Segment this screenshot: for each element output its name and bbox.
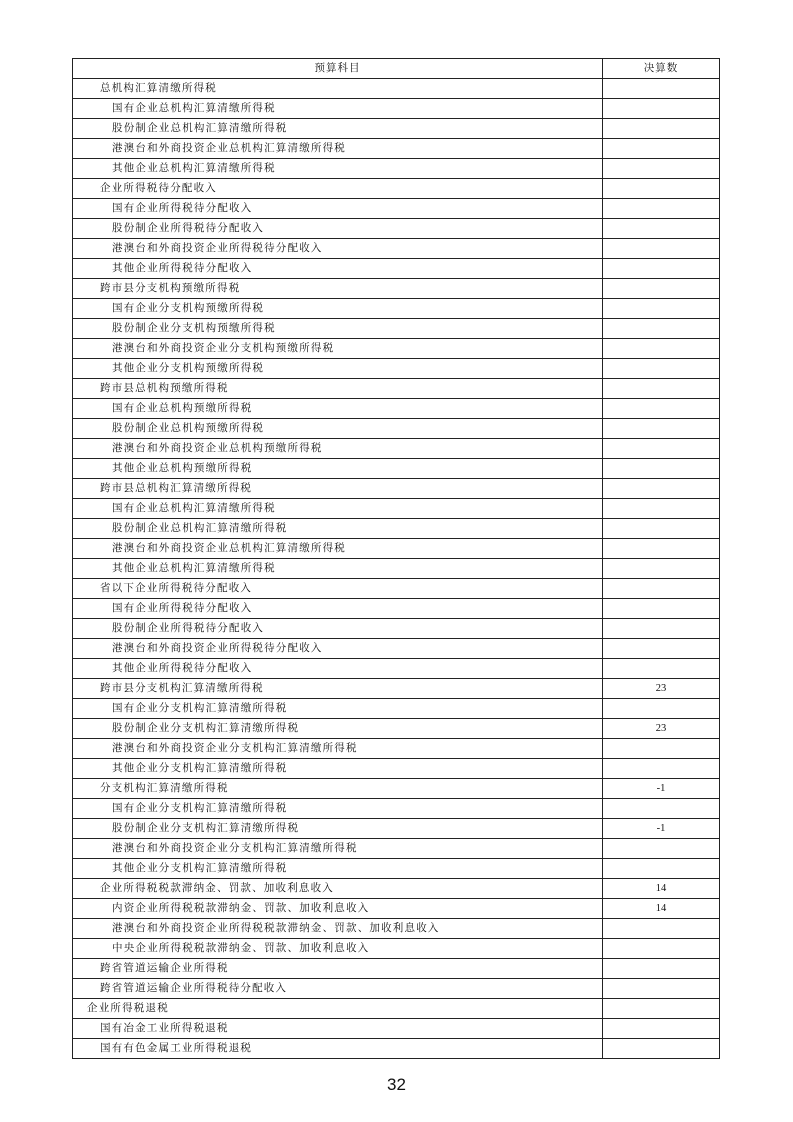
budget-item-name: 股份制企业分支机构汇算清缴所得税 <box>73 819 603 839</box>
final-amount-cell: 23 <box>603 719 720 739</box>
final-amount-cell <box>603 859 720 879</box>
table-row <box>73 559 720 579</box>
budget-item-name: 港澳台和外商投资企业分支机构汇算清缴所得税 <box>73 739 603 759</box>
budget-item-name: 港澳台和外商投资企业总机构预缴所得税 <box>73 439 603 459</box>
budget-item-name: 其他企业分支机构预缴所得税 <box>73 359 603 379</box>
table-row <box>73 779 720 799</box>
budget-item-name: 国有企业所得税待分配收入 <box>73 199 603 219</box>
table-row <box>73 199 720 219</box>
budget-item-name: 股份制企业所得税待分配收入 <box>73 619 603 639</box>
final-amount-cell <box>603 159 720 179</box>
final-amount-cell <box>603 599 720 619</box>
final-amount-cell <box>603 459 720 479</box>
final-amount-cell <box>603 639 720 659</box>
table-row <box>73 879 720 899</box>
table-row <box>73 159 720 179</box>
budget-item-name: 其他企业分支机构汇算清缴所得税 <box>73 759 603 779</box>
budget-item-name: 其他企业总机构预缴所得税 <box>73 459 603 479</box>
table-row <box>73 719 720 739</box>
budget-item-name: 港澳台和外商投资企业所得税待分配收入 <box>73 239 603 259</box>
budget-item-name: 其他企业总机构汇算清缴所得税 <box>73 159 603 179</box>
budget-item-name: 省以下企业所得税待分配收入 <box>73 579 603 599</box>
table-row <box>73 539 720 559</box>
budget-item-name: 港澳台和外商投资企业总机构汇算清缴所得税 <box>73 539 603 559</box>
final-amount-cell <box>603 79 720 99</box>
final-amount-cell <box>603 979 720 999</box>
budget-item-name: 企业所得税待分配收入 <box>73 179 603 199</box>
final-amount-cell <box>603 259 720 279</box>
budget-item-name: 跨市县分支机构预缴所得税 <box>73 279 603 299</box>
table-header-row <box>73 59 720 79</box>
table-row <box>73 279 720 299</box>
table-row <box>73 479 720 499</box>
table-row <box>73 859 720 879</box>
final-amount-cell: -1 <box>603 819 720 839</box>
budget-item-name: 股份制企业分支机构汇算清缴所得税 <box>73 719 603 739</box>
final-amount-cell <box>603 299 720 319</box>
budget-item-name: 国有企业分支机构汇算清缴所得税 <box>73 699 603 719</box>
final-amount-cell <box>603 499 720 519</box>
table-row <box>73 839 720 859</box>
table-row <box>73 959 720 979</box>
table-row <box>73 619 720 639</box>
budget-item-name: 股份制企业总机构汇算清缴所得税 <box>73 519 603 539</box>
final-amount-cell <box>603 339 720 359</box>
final-amount-cell: -1 <box>603 779 720 799</box>
table-row <box>73 439 720 459</box>
final-amount-cell <box>603 839 720 859</box>
final-amount-cell <box>603 999 720 1019</box>
final-amount-cell <box>603 379 720 399</box>
budget-item-name: 股份制企业总机构预缴所得税 <box>73 419 603 439</box>
table-row <box>73 639 720 659</box>
table-row <box>73 939 720 959</box>
budget-item-name: 国有企业分支机构汇算清缴所得税 <box>73 799 603 819</box>
table-row <box>73 1039 720 1059</box>
budget-item-name: 国有企业总机构预缴所得税 <box>73 399 603 419</box>
budget-item-name: 分支机构汇算清缴所得税 <box>73 779 603 799</box>
table-row <box>73 99 720 119</box>
final-amount-cell <box>603 539 720 559</box>
final-amount-cell <box>603 199 720 219</box>
budget-table <box>72 58 720 1059</box>
final-amount-cell <box>603 939 720 959</box>
final-amount-cell <box>603 439 720 459</box>
table-row <box>73 499 720 519</box>
table-row <box>73 79 720 99</box>
header-budget-item: 预算科目 <box>73 59 603 79</box>
budget-item-name: 内资企业所得税税款滞纳金、罚款、加收利息收入 <box>73 899 603 919</box>
table-row <box>73 179 720 199</box>
table-row <box>73 979 720 999</box>
table-row <box>73 699 720 719</box>
budget-item-name: 港澳台和外商投资企业总机构汇算清缴所得税 <box>73 139 603 159</box>
budget-item-name: 总机构汇算清缴所得税 <box>73 79 603 99</box>
table-row <box>73 399 720 419</box>
budget-item-name: 港澳台和外商投资企业分支机构汇算清缴所得税 <box>73 839 603 859</box>
table-row <box>73 899 720 919</box>
final-amount-cell <box>603 419 720 439</box>
final-amount-cell <box>603 119 720 139</box>
budget-item-name: 港澳台和外商投资企业所得税税款滞纳金、罚款、加收利息收入 <box>73 919 603 939</box>
budget-item-name: 跨市县总机构预缴所得税 <box>73 379 603 399</box>
final-amount-cell: 23 <box>603 679 720 699</box>
table-row <box>73 739 720 759</box>
table-row <box>73 219 720 239</box>
table-row <box>73 799 720 819</box>
budget-item-name: 跨市县分支机构汇算清缴所得税 <box>73 679 603 699</box>
final-amount-cell <box>603 619 720 639</box>
final-amount-cell <box>603 279 720 299</box>
final-amount-cell <box>603 579 720 599</box>
budget-item-name: 国有企业总机构汇算清缴所得税 <box>73 499 603 519</box>
final-amount-cell <box>603 919 720 939</box>
table-row <box>73 299 720 319</box>
budget-item-name: 股份制企业总机构汇算清缴所得税 <box>73 119 603 139</box>
budget-item-name: 国有冶金工业所得税退税 <box>73 1019 603 1039</box>
budget-item-name: 国有企业分支机构预缴所得税 <box>73 299 603 319</box>
page-number: 32 <box>387 1075 406 1094</box>
table-row <box>73 599 720 619</box>
budget-item-name: 国有有色金属工业所得税退税 <box>73 1039 603 1059</box>
final-amount-cell <box>603 1019 720 1039</box>
table-row <box>73 919 720 939</box>
budget-item-name: 其他企业总机构汇算清缴所得税 <box>73 559 603 579</box>
budget-item-name: 其他企业分支机构汇算清缴所得税 <box>73 859 603 879</box>
table-row <box>73 459 720 479</box>
table-row <box>73 259 720 279</box>
budget-item-name: 港澳台和外商投资企业所得税待分配收入 <box>73 639 603 659</box>
final-amount-cell <box>603 359 720 379</box>
final-amount-cell <box>603 179 720 199</box>
budget-item-name: 企业所得税税款滞纳金、罚款、加收利息收入 <box>73 879 603 899</box>
budget-item-name: 国有企业所得税待分配收入 <box>73 599 603 619</box>
final-amount-cell <box>603 1039 720 1059</box>
budget-item-name: 企业所得税退税 <box>73 999 603 1019</box>
final-amount-cell <box>603 519 720 539</box>
table-row <box>73 339 720 359</box>
table-row <box>73 999 720 1019</box>
table-row <box>73 659 720 679</box>
table-row <box>73 239 720 259</box>
final-amount-cell <box>603 799 720 819</box>
final-amount-cell <box>603 319 720 339</box>
table-row <box>73 679 720 699</box>
table-row <box>73 379 720 399</box>
budget-item-name: 股份制企业所得税待分配收入 <box>73 219 603 239</box>
final-amount-cell <box>603 959 720 979</box>
final-amount-cell: 14 <box>603 879 720 899</box>
final-amount-cell <box>603 139 720 159</box>
table-row <box>73 359 720 379</box>
final-amount-cell <box>603 219 720 239</box>
final-amount-cell <box>603 739 720 759</box>
budget-item-name: 港澳台和外商投资企业分支机构预缴所得税 <box>73 339 603 359</box>
table-row <box>73 579 720 599</box>
final-amount-cell <box>603 479 720 499</box>
table-row <box>73 419 720 439</box>
table-body <box>73 79 720 1059</box>
table-row <box>73 319 720 339</box>
table-row <box>73 759 720 779</box>
table-row <box>73 519 720 539</box>
table-row <box>73 119 720 139</box>
table-row <box>73 139 720 159</box>
header-final-amount: 决算数 <box>603 59 720 79</box>
final-amount-cell <box>603 99 720 119</box>
budget-item-name: 中央企业所得税税款滞纳金、罚款、加收利息收入 <box>73 939 603 959</box>
budget-item-name: 其他企业所得税待分配收入 <box>73 659 603 679</box>
budget-item-name: 国有企业总机构汇算清缴所得税 <box>73 99 603 119</box>
budget-item-name: 跨省管道运输企业所得税 <box>73 959 603 979</box>
final-amount-cell <box>603 399 720 419</box>
final-amount-cell <box>603 699 720 719</box>
final-amount-cell: 14 <box>603 899 720 919</box>
budget-item-name: 跨省管道运输企业所得税待分配收入 <box>73 979 603 999</box>
table-row <box>73 819 720 839</box>
final-amount-cell <box>603 659 720 679</box>
final-amount-cell <box>603 759 720 779</box>
budget-item-name: 其他企业所得税待分配收入 <box>73 259 603 279</box>
budget-item-name: 股份制企业分支机构预缴所得税 <box>73 319 603 339</box>
budget-item-name: 跨市县总机构汇算清缴所得税 <box>73 479 603 499</box>
final-amount-cell <box>603 239 720 259</box>
final-amount-cell <box>603 559 720 579</box>
table-row <box>73 1019 720 1039</box>
